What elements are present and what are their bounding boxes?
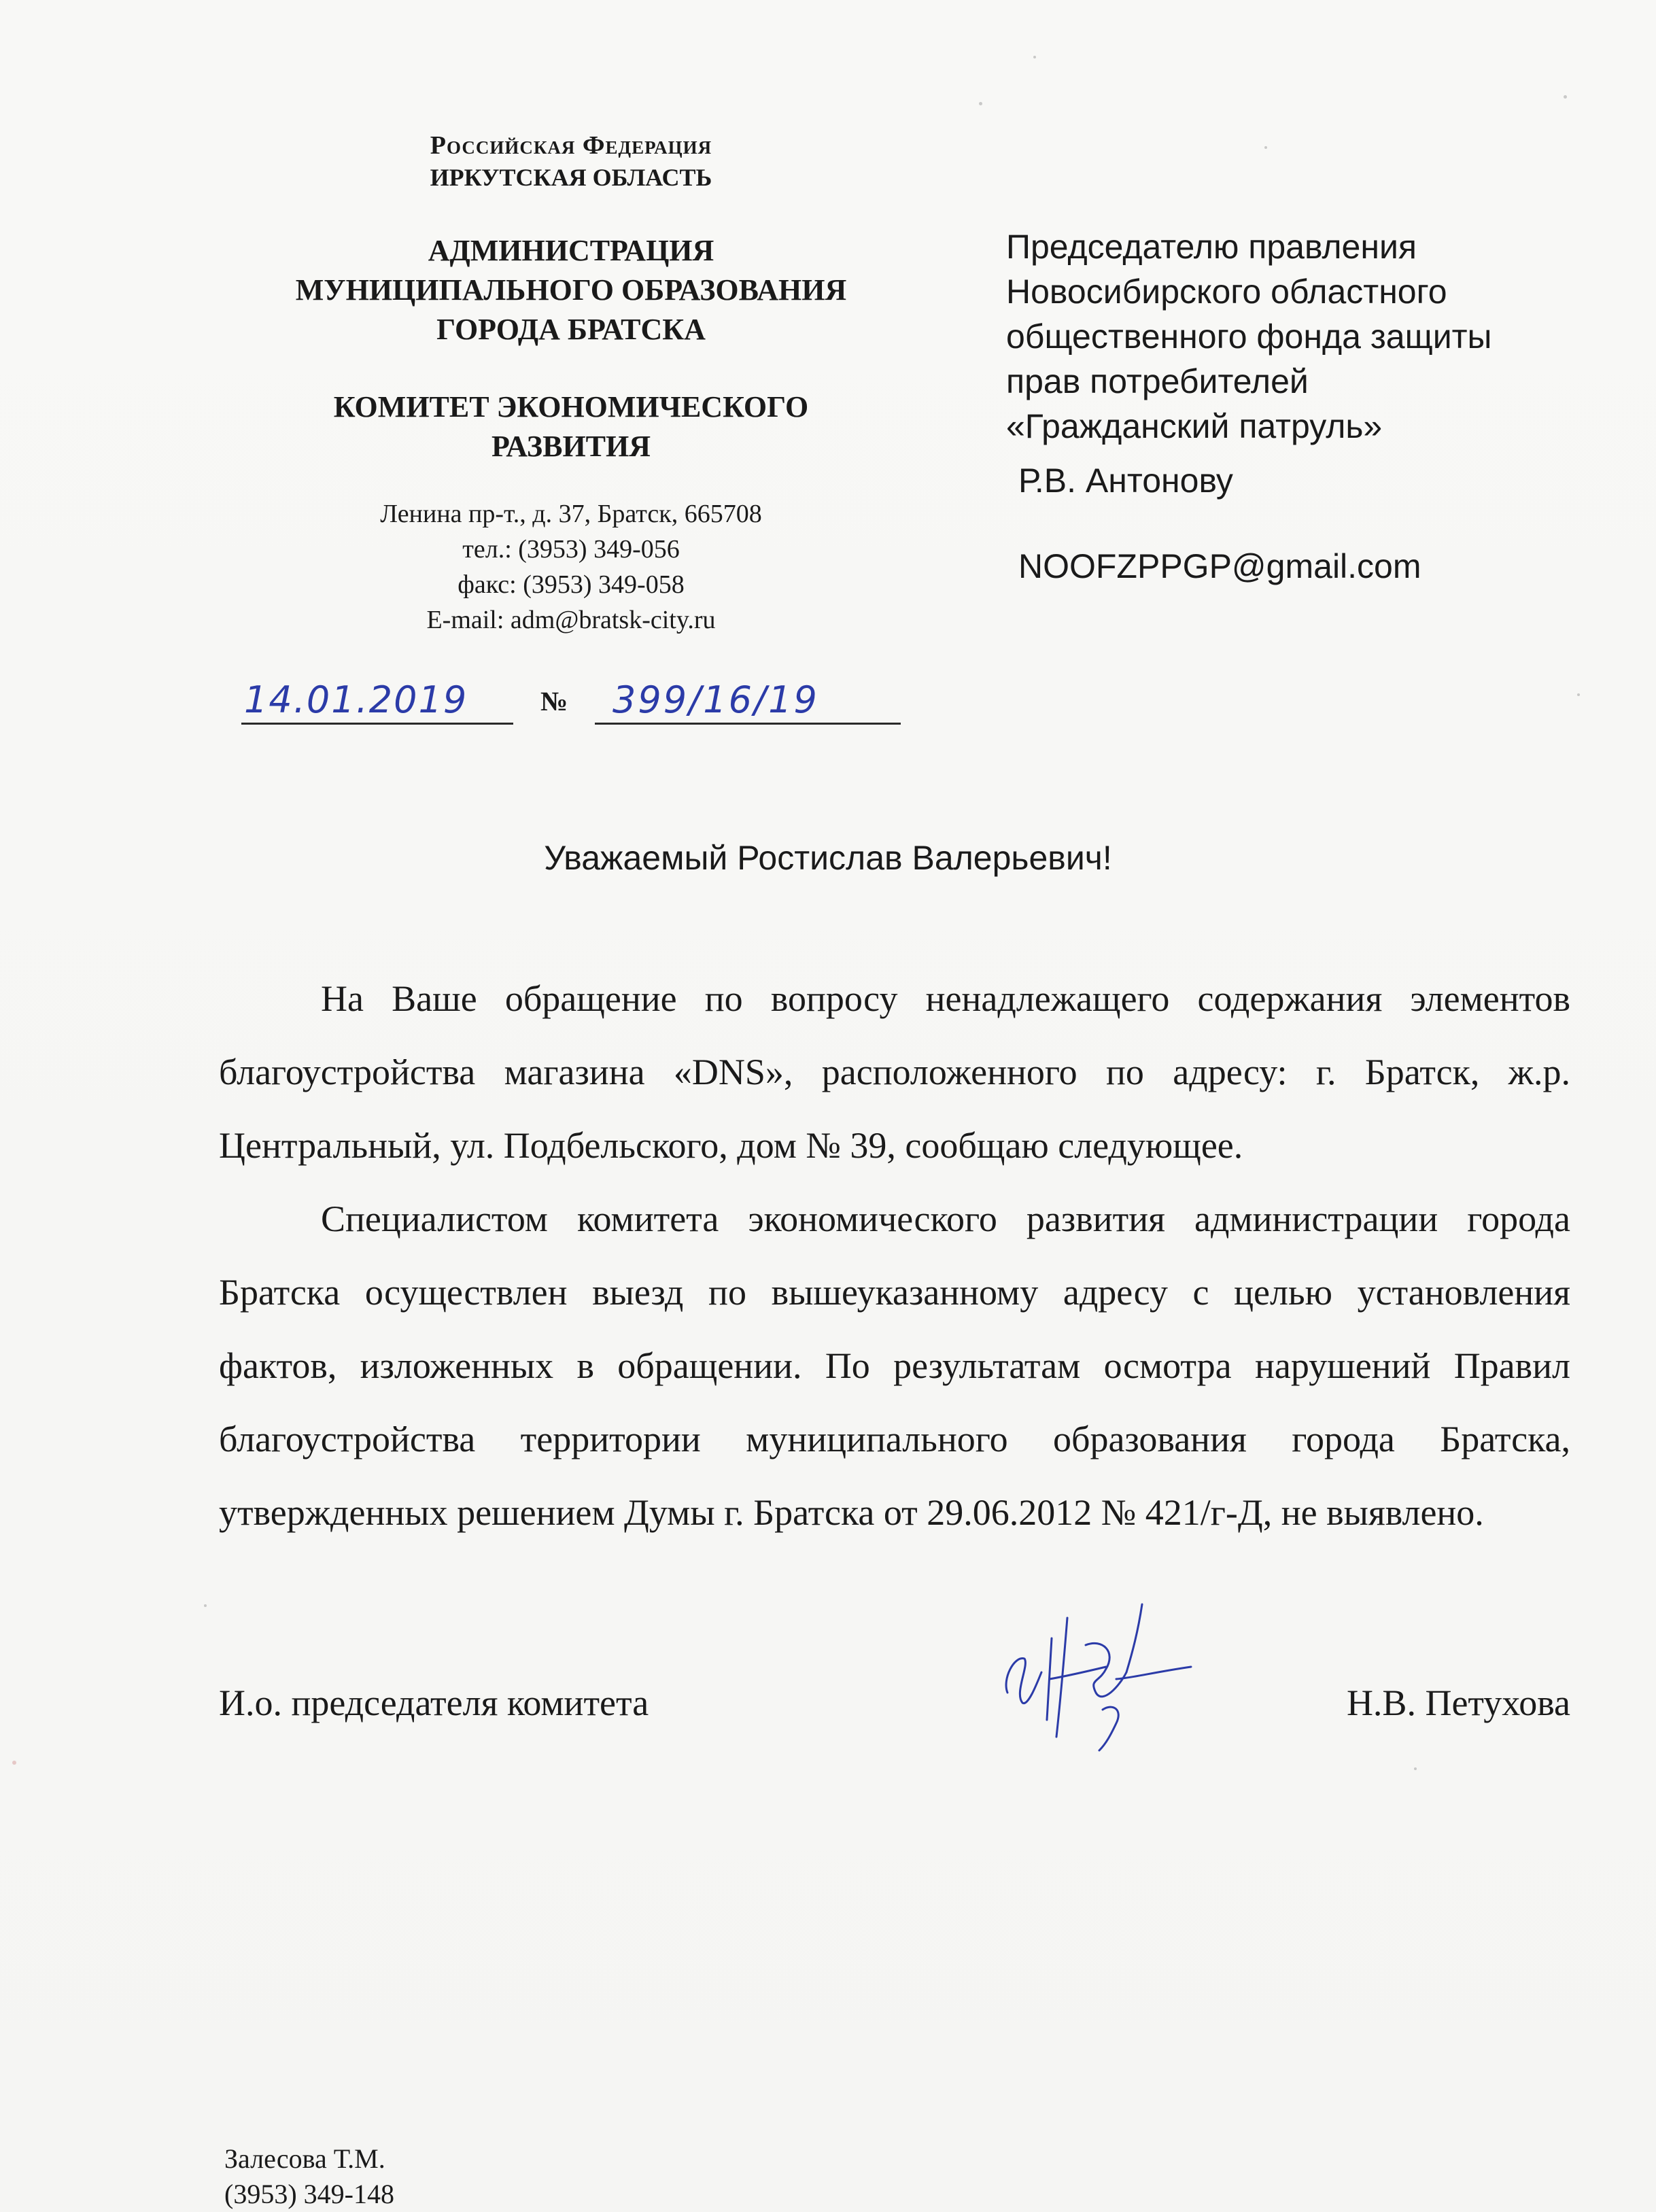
letterhead-fax: факс: (3953) 349-058 [458,570,685,599]
addressee-block [1006,224,1591,589]
scan-speck [979,102,982,105]
registration-number-label: № [540,686,568,716]
registration-line [241,680,901,734]
letterhead-contacts [224,496,918,638]
registration-date: 14.01.2019 [241,680,513,725]
letterhead-email: E-mail: adm@bratsk-city.ru [426,606,716,634]
letterhead-committee [224,387,918,466]
letterhead-country: Российская Федерация [430,131,712,160]
scan-speck [1414,1767,1417,1770]
scan-speck [1564,95,1567,99]
letterhead-region: ИРКУТСКАЯ ОБЛАСТЬ [430,164,712,191]
body-paragraph: На Ваше обращение по вопросу ненадлежащего содержания элементов благоустройства магазина «DNS», расположенного по адресу: г. Братск, ж.р. Центральный, ул. Подбельского, дом № 39, сообщаю следующее. [219,978,1570,1166]
letter-body [219,962,1570,1549]
letterhead-address: Ленина пр-т., д. 37, Братск, 665708 [380,500,762,528]
addressee-line: Председателю правления [1006,228,1417,266]
addressee-name: Р.В. Антонову [1018,462,1233,500]
scan-speck [1264,146,1267,149]
signatory-name: Н.В. Петухова [1346,1682,1570,1723]
greeting: Уважаемый Ростислав Валерьевич! [544,839,1112,877]
scan-speck [1033,56,1036,58]
addressee-line: Новосибирского областного [1006,273,1447,311]
registration-number: 399/16/19 [595,680,901,725]
letterhead-administration [224,231,918,349]
scan-speck [204,1604,207,1607]
scan-speck [12,1761,16,1765]
letterhead [224,129,918,638]
scan-speck [1577,693,1580,696]
letterhead-admin-line: АДМИНИСТРАЦИЯ [428,234,714,267]
body-paragraph: Специалистом комитета экономического развития администрации города Братска осуществлен выезд по вышеуказанному адресу с целью установления фактов, изложенных в обращении. По результатам осмотра нарушений Правил благоустройства территории муниципального образования города Братска, утвержденных решением Думы г. Братска от 29.06.2012 № 421/г-Д, не выявлено. [219,1198,1570,1533]
letterhead-committee-line: РАЗВИТИЯ [491,430,651,463]
signatory-position: И.о. председателя комитета [219,1682,649,1723]
handwritten-signature-icon [987,1591,1205,1754]
executor-phone: (3953) 349-148 [224,2179,394,2209]
letterhead-admin-line: ГОРОДА БРАТСКА [436,313,706,346]
executor-block [224,2141,394,2212]
addressee-line: прав потребителей [1006,362,1309,400]
letterhead-committee-line: КОМИТЕТ ЭКОНОМИЧЕСКОГО [333,390,809,424]
letterhead-admin-line: МУНИЦИПАЛЬНОГО ОБРАЗОВАНИЯ [295,273,847,307]
executor-name: Залесова Т.М. [224,2143,385,2174]
addressee-email: NOOFZPPGP@gmail.com [1018,547,1421,585]
letterhead-phone: тел.: (3953) 349-056 [462,535,680,564]
signature-line [219,1679,1570,1761]
addressee-line: «Гражданский патруль» [1006,407,1383,445]
addressee-line: общественного фонда защиты [1006,317,1492,356]
